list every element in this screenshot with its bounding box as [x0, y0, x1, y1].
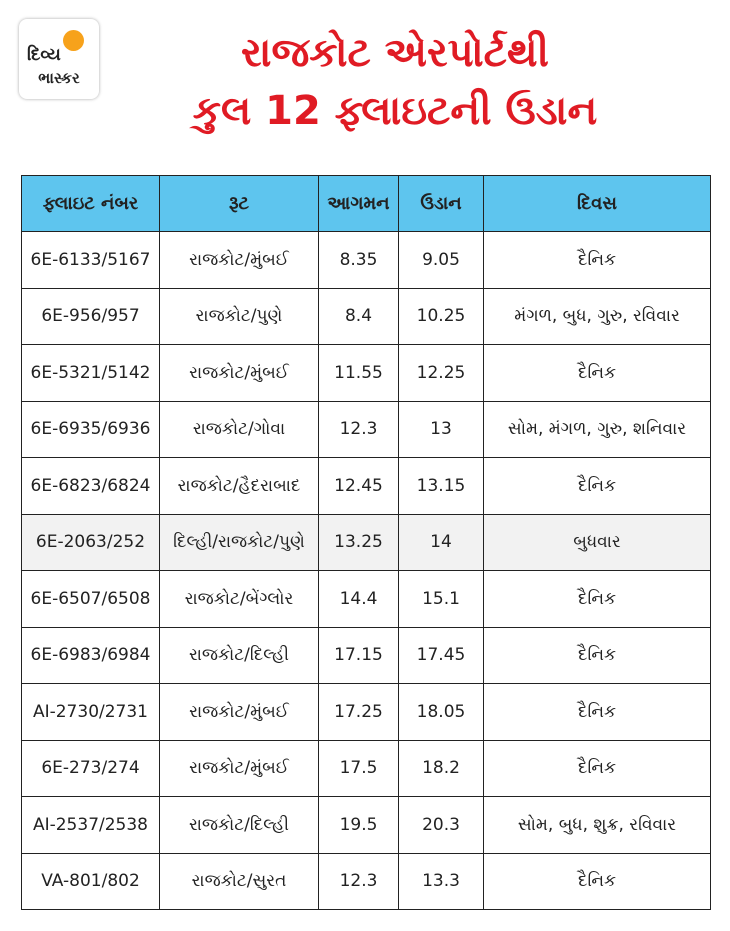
- departure-cell: 20.3: [399, 797, 484, 854]
- flight-number-cell: 6E-2063/252: [22, 514, 160, 571]
- table-row: [22, 797, 711, 854]
- departure-cell: 18.2: [399, 740, 484, 797]
- table-row: [22, 571, 711, 628]
- flight-number-cell: 6E-6983/6984: [22, 627, 160, 684]
- flight-number-cell: 6E-5321/5142: [22, 345, 160, 402]
- route-cell: દિલ્હી/રાજકોટ/પુણે: [160, 514, 319, 571]
- table-row: [22, 514, 711, 571]
- logo-line-1: દિવ્ય: [27, 45, 61, 65]
- arrival-cell: 17.15: [319, 627, 399, 684]
- departure-cell: 17.45: [399, 627, 484, 684]
- departure-cell: 13.3: [399, 853, 484, 910]
- header-days: દિવસ: [484, 176, 711, 232]
- table-row: [22, 401, 711, 458]
- departure-cell: 14: [399, 514, 484, 571]
- departure-cell: 9.05: [399, 232, 484, 289]
- flight-number-cell: 6E-6507/6508: [22, 571, 160, 628]
- route-cell: રાજકોટ/મુંબઈ: [160, 740, 319, 797]
- departure-cell: 13: [399, 401, 484, 458]
- flight-number-cell: AI-2730/2731: [22, 684, 160, 741]
- arrival-cell: 8.4: [319, 288, 399, 345]
- flight-number-cell: 6E-6935/6936: [22, 401, 160, 458]
- table-row: [22, 345, 711, 402]
- table-row: [22, 288, 711, 345]
- arrival-cell: 11.55: [319, 345, 399, 402]
- brand-logo: [19, 19, 99, 99]
- days-cell: દૈનિક: [484, 232, 711, 289]
- days-cell: દૈનિક: [484, 684, 711, 741]
- days-cell: મંગળ, બુધ, ગુરુ, રવિવાર: [484, 288, 711, 345]
- arrival-cell: 14.4: [319, 571, 399, 628]
- table-row: [22, 853, 711, 910]
- route-cell: રાજકોટ/મુંબઈ: [160, 232, 319, 289]
- days-cell: દૈનિક: [484, 853, 711, 910]
- arrival-cell: 17.5: [319, 740, 399, 797]
- days-cell: સોમ, બુધ, શુક્ર, રવિવાર: [484, 797, 711, 854]
- table-row: [22, 232, 711, 289]
- flight-number-cell: 6E-273/274: [22, 740, 160, 797]
- departure-cell: 15.1: [399, 571, 484, 628]
- headline-line-2: કુલ 12 ફ્લાઇટની ઉડાન: [192, 88, 598, 134]
- days-cell: દૈનિક: [484, 627, 711, 684]
- flight-number-cell: VA-801/802: [22, 853, 160, 910]
- departure-cell: 18.05: [399, 684, 484, 741]
- departure-cell: 13.15: [399, 458, 484, 515]
- route-cell: રાજકોટ/બેંગ્લોર: [160, 571, 319, 628]
- flight-number-cell: 6E-6133/5167: [22, 232, 160, 289]
- arrival-cell: 8.35: [319, 232, 399, 289]
- arrival-cell: 12.3: [319, 853, 399, 910]
- table-row: [22, 458, 711, 515]
- days-cell: દૈનિક: [484, 571, 711, 628]
- arrival-cell: 12.3: [319, 401, 399, 458]
- header-route: રૂટ: [160, 176, 319, 232]
- headline: [110, 24, 680, 140]
- days-cell: બુધવાર: [484, 514, 711, 571]
- table-row: [22, 684, 711, 741]
- header-flight-number: ફ્લાઇટ નંબર: [22, 176, 160, 232]
- route-cell: રાજકોટ/પુણે: [160, 288, 319, 345]
- flight-number-cell: 6E-6823/6824: [22, 458, 160, 515]
- days-cell: સોમ, મંગળ, ગુરુ, શનિવાર: [484, 401, 711, 458]
- arrival-cell: 13.25: [319, 514, 399, 571]
- arrival-cell: 12.45: [319, 458, 399, 515]
- departure-cell: 10.25: [399, 288, 484, 345]
- header-arrival: આગમન: [319, 176, 399, 232]
- route-cell: રાજકોટ/મુંબઈ: [160, 684, 319, 741]
- route-cell: રાજકોટ/દિલ્હી: [160, 627, 319, 684]
- arrival-cell: 19.5: [319, 797, 399, 854]
- route-cell: રાજકોટ/હૈદરાબાદ: [160, 458, 319, 515]
- flight-number-cell: 6E-956/957: [22, 288, 160, 345]
- logo-line-2: ભાસ્કર: [38, 69, 80, 87]
- arrival-cell: 17.25: [319, 684, 399, 741]
- days-cell: દૈનિક: [484, 345, 711, 402]
- headline-line-1: રાજકોટ એરપોર્ટથી: [240, 30, 549, 76]
- flight-table: [21, 175, 711, 910]
- header-departure: ઉડાન: [399, 176, 484, 232]
- flight-number-cell: AI-2537/2538: [22, 797, 160, 854]
- departure-cell: 12.25: [399, 345, 484, 402]
- route-cell: રાજકોટ/મુંબઈ: [160, 345, 319, 402]
- table-row: [22, 740, 711, 797]
- route-cell: રાજકોટ/સુરત: [160, 853, 319, 910]
- table-row: [22, 627, 711, 684]
- days-cell: દૈનિક: [484, 458, 711, 515]
- table-header-row: [22, 176, 711, 232]
- days-cell: દૈનિક: [484, 740, 711, 797]
- route-cell: રાજકોટ/દિલ્હી: [160, 797, 319, 854]
- route-cell: રાજકોટ/ગોવા: [160, 401, 319, 458]
